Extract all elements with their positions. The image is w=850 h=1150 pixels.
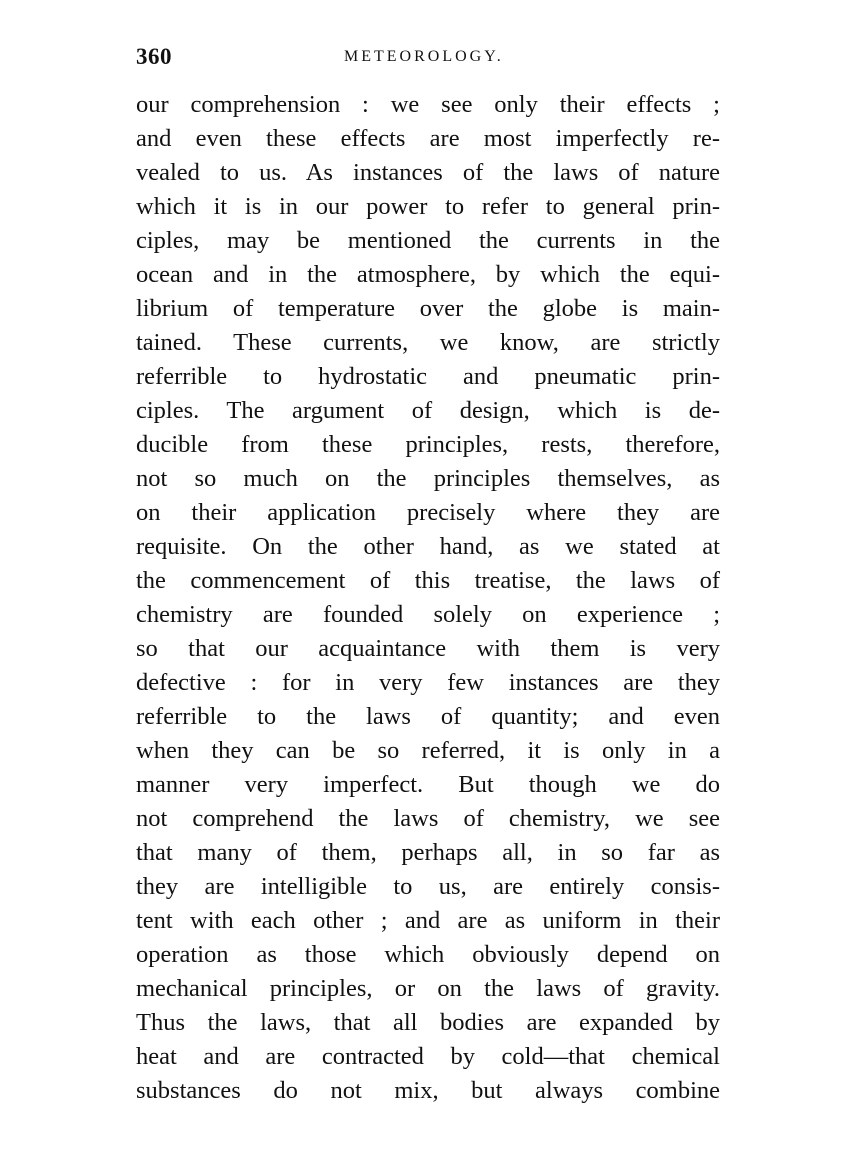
text-line: substances do not mix, but always combine [136,1077,720,1104]
text-line: librium of temperature over the globe is main- [136,295,720,322]
text-line: they are intelligible to us, are entirely consis- [136,873,720,900]
text-line: and even these effects are most imperfectly re- [136,125,720,152]
running-head [136,44,720,74]
text-line: when they can be so referred, it is only in a [136,737,720,764]
text-line: operation as those which obviously depend on [136,941,720,968]
text-line: tained. These currents, we know, are strictly [136,329,720,356]
text-line: vealed to us. As instances of the laws of nature [136,159,720,186]
text-line: which it is in our power to refer to general prin- [136,193,720,220]
text-line: mechanical principles, or on the laws of gravity. [136,975,720,1002]
text-line: not so much on the principles themselves, as [136,465,720,492]
body-text [136,88,720,1108]
text-line: ducible from these principles, rests, therefore, [136,431,720,458]
text-line: referrible to hydrostatic and pneumatic prin- [136,363,720,390]
text-line: referrible to the laws of quantity; and even [136,703,720,730]
text-line: not comprehend the laws of chemistry, we see [136,805,720,832]
text-line: on their application precisely where they are [136,499,720,526]
text-line: tent with each other ; and are as uniform in their [136,907,720,934]
text-line: so that our acquaintance with them is very [136,635,720,662]
text-line: defective : for in very few instances are they [136,669,720,696]
text-line: the commencement of this treatise, the laws of [136,567,720,594]
text-line: requisite. On the other hand, as we stated at [136,533,720,560]
text-line: chemistry are founded solely on experience ; [136,601,720,628]
text-line: manner very imperfect. But though we do [136,771,720,798]
text-line: our comprehension : we see only their effects ; [136,91,720,118]
page-number: 360 [136,44,172,69]
text-line: ocean and in the atmosphere, by which the equi- [136,261,720,288]
text-line: heat and are contracted by cold—that chemical [136,1043,720,1070]
text-line: that many of them, perhaps all, in so far as [136,839,720,866]
running-title: METEOROLOGY. [344,48,504,65]
text-line: ciples. The argument of design, which is de- [136,397,720,424]
text-line: Thus the laws, that all bodies are expanded by [136,1009,720,1036]
text-line: ciples, may be mentioned the currents in the [136,227,720,254]
